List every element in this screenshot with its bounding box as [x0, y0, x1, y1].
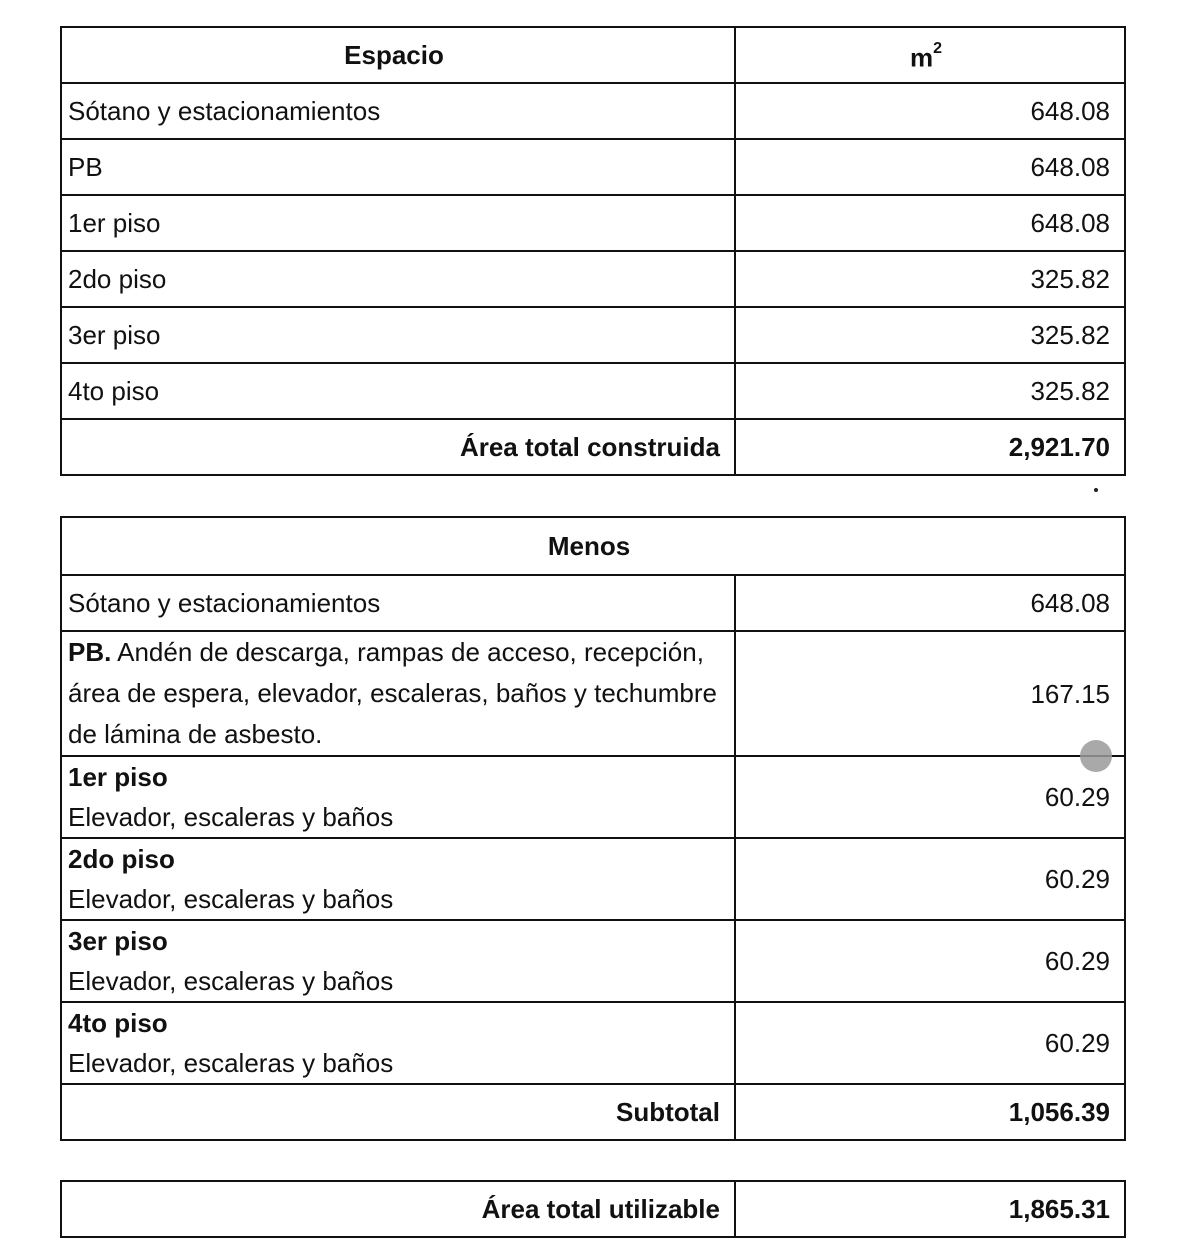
header-unit-sup: 2 — [933, 39, 943, 57]
row-value: 648.08 — [735, 575, 1125, 631]
table-row — [61, 1002, 1125, 1084]
table-row — [61, 920, 1125, 1002]
row-label — [61, 838, 735, 920]
table-header-row — [61, 517, 1125, 575]
total-value: 2,921.70 — [735, 419, 1125, 475]
row-value: 648.08 — [735, 195, 1125, 251]
usable-total-label: Área total utilizable — [61, 1181, 735, 1237]
row-value: 325.82 — [735, 307, 1125, 363]
row-description: Elevador, escaleras y baños — [68, 966, 394, 996]
row-value: 648.08 — [735, 83, 1125, 139]
table-row — [61, 139, 1125, 195]
table-row — [61, 631, 1125, 756]
subtotal-row — [61, 1084, 1125, 1140]
usable-area-table — [60, 1180, 1126, 1238]
subtotal-value: 1,056.39 — [735, 1084, 1125, 1140]
row-label: Sótano y estacionamientos — [61, 83, 735, 139]
row-description: Elevador, escaleras y baños — [68, 802, 394, 832]
table-row — [61, 838, 1125, 920]
header-m2 — [735, 27, 1125, 83]
row-title: 4to piso — [68, 1008, 168, 1038]
row-value: 648.08 — [735, 139, 1125, 195]
row-label: Sótano y estacionamientos — [61, 575, 735, 631]
touch-cursor-indicator — [1080, 740, 1112, 772]
header-unit: m — [909, 42, 934, 73]
row-value: 60.29 — [735, 838, 1125, 920]
row-label — [61, 631, 735, 756]
deductions-table — [60, 516, 1126, 1141]
row-value: 60.29 — [735, 920, 1125, 1002]
row-title: 1er piso — [68, 762, 168, 792]
row-description: Andén de descarga, rampas de acceso, recepción, área de espera, elevador, escaleras, baños y techumbre de lámina de asbesto. — [68, 637, 717, 749]
row-value: 325.82 — [735, 251, 1125, 307]
row-label — [61, 920, 735, 1002]
total-row — [61, 419, 1125, 475]
table-row — [61, 195, 1125, 251]
row-value: 167.15 — [735, 631, 1125, 756]
row-title: PB. — [68, 637, 112, 667]
table-row — [61, 756, 1125, 838]
row-label: 4to piso — [61, 363, 735, 419]
table-header-row — [61, 27, 1125, 83]
row-description: Elevador, escaleras y baños — [68, 884, 394, 914]
stray-dot — [1094, 488, 1098, 492]
row-value: 60.29 — [735, 756, 1125, 838]
row-title: 2do piso — [68, 844, 175, 874]
subtotal-label: Subtotal — [61, 1084, 735, 1140]
table-row — [61, 363, 1125, 419]
table-row — [61, 83, 1125, 139]
row-value: 60.29 — [735, 1002, 1125, 1084]
row-label: 1er piso — [61, 195, 735, 251]
row-label: 3er piso — [61, 307, 735, 363]
row-description: Elevador, escaleras y baños — [68, 1048, 394, 1078]
header-espacio: Espacio — [61, 27, 735, 83]
table-row — [61, 307, 1125, 363]
usable-total-value: 1,865.31 — [735, 1181, 1125, 1237]
header-menos: Menos — [61, 517, 1125, 575]
table-row — [61, 251, 1125, 307]
total-row — [61, 1181, 1125, 1237]
row-label: 2do piso — [61, 251, 735, 307]
row-title: 3er piso — [68, 926, 168, 956]
row-label: PB — [61, 139, 735, 195]
row-label — [61, 756, 735, 838]
built-area-table — [60, 26, 1126, 476]
table-row — [61, 575, 1125, 631]
total-label: Área total construida — [61, 419, 735, 475]
row-label — [61, 1002, 735, 1084]
row-value: 325.82 — [735, 363, 1125, 419]
